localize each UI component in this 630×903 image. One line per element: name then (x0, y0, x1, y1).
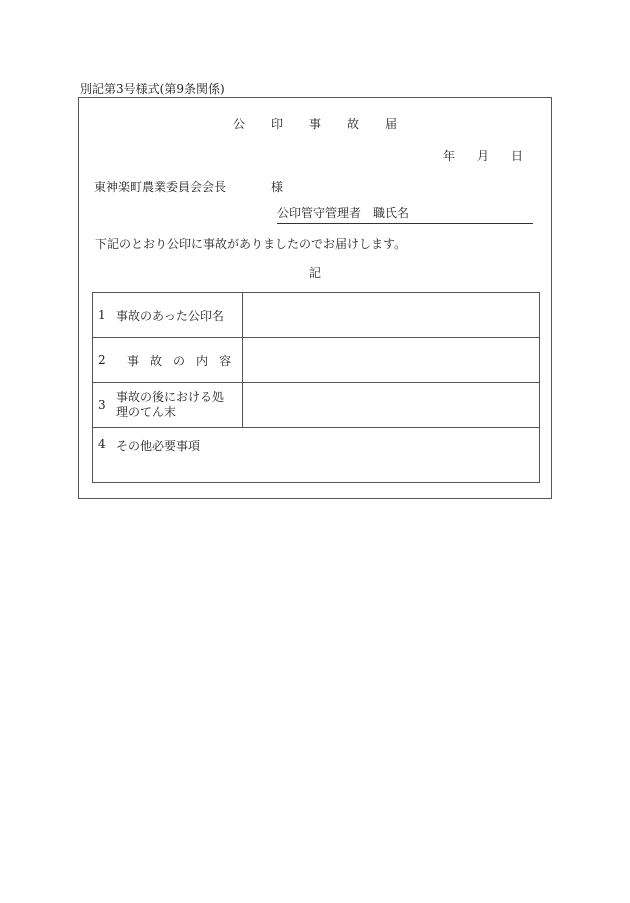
row-number: 3 (98, 398, 106, 412)
form-title (79, 115, 551, 132)
row-number: 2 (98, 353, 106, 367)
table-row (93, 383, 540, 428)
incident-report-form (78, 97, 552, 499)
date-month: 月 (476, 149, 489, 163)
title-char: 印 (270, 117, 283, 131)
row-label (93, 293, 243, 338)
row-label-char: 容 (219, 353, 232, 368)
signer-role: 公印管守管理者 (277, 206, 362, 220)
row-label (93, 338, 243, 383)
date-year: 年 (442, 149, 455, 163)
table-row (93, 338, 540, 383)
title-char: 事 (308, 117, 321, 131)
intro-text: 下記のとおり公印に事故がありましたのでお届けします。 (95, 237, 407, 251)
honorific: 様 (271, 180, 284, 194)
form-reference: 別記第3号様式(第9条関係) (80, 82, 225, 96)
other-matters-field[interactable] (93, 428, 540, 483)
row-label-text: 事故のあった公印名 (116, 308, 224, 323)
row-label (93, 383, 243, 428)
row-value-field[interactable] (243, 383, 540, 428)
row-number: 1 (98, 308, 106, 322)
detail-table (92, 292, 540, 483)
signer-name-label: 職氏名 (373, 206, 410, 220)
title-char: 届 (385, 117, 398, 131)
row-label-char: の (173, 353, 186, 368)
title-char: 公 (232, 117, 245, 131)
row-value-field[interactable] (243, 293, 540, 338)
title-char: 故 (347, 117, 360, 131)
date-day: 日 (510, 149, 523, 163)
row-label-line: 理のてん末 (116, 405, 177, 419)
row-number: 4 (98, 437, 106, 451)
row-value-field[interactable] (243, 338, 540, 383)
table-row (93, 293, 540, 338)
row-label-char: 事 (127, 353, 140, 368)
row-label-text: その他必要事項 (116, 439, 201, 453)
row-label-text (116, 390, 224, 420)
date-line (421, 147, 523, 164)
signer-line (277, 204, 533, 224)
row-label-char: 内 (196, 353, 209, 368)
table-row[interactable] (93, 428, 540, 483)
row-label-line: 事故の後における処 (116, 390, 225, 404)
row-label-char: 故 (150, 353, 163, 368)
addressee: 東神楽町農業委員会会長 (94, 180, 227, 194)
ki-heading: 記 (308, 266, 321, 280)
